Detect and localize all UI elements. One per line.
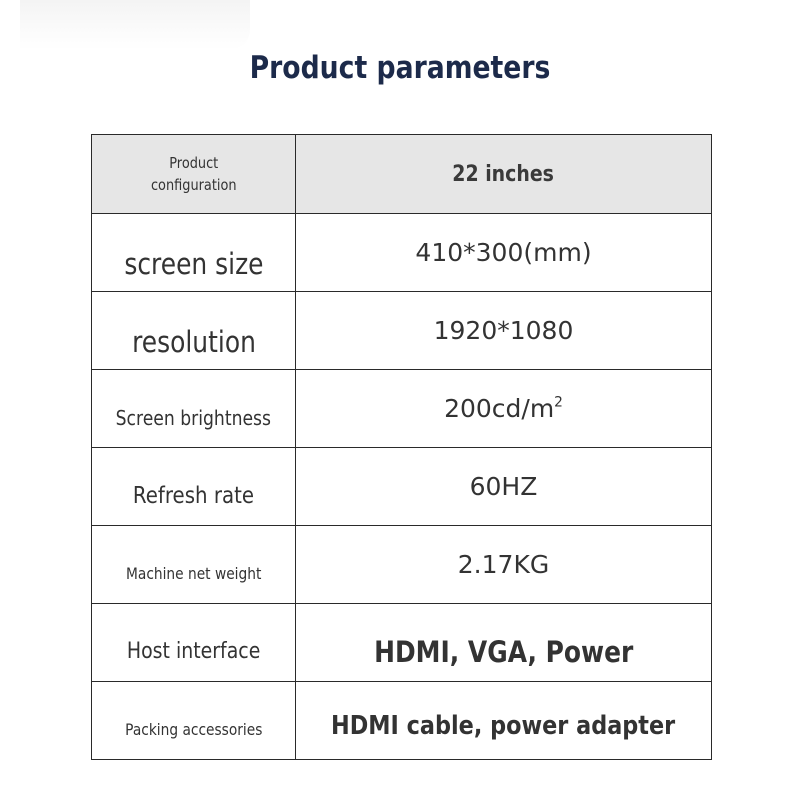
row-value-screen-brightness xyxy=(444,394,563,423)
row-value-machine-net-weight: 2.17KG xyxy=(457,550,550,579)
row-value-screen-size: 410*300(mm) xyxy=(415,238,592,267)
table-row xyxy=(92,682,712,760)
row-label-cell xyxy=(92,682,296,760)
row-label-resolution: resolution xyxy=(131,324,256,359)
faded-background-banner xyxy=(20,0,250,50)
header-label-line2: configuration xyxy=(150,176,237,194)
brightness-value-text: 200cd/m xyxy=(444,394,555,423)
row-value-cell xyxy=(296,214,712,292)
row-value-cell xyxy=(296,448,712,526)
table-row xyxy=(92,604,712,682)
row-label-cell xyxy=(92,370,296,448)
table-row xyxy=(92,526,712,604)
row-value-resolution: 1920*1080 xyxy=(433,316,574,345)
row-value-refresh-rate: 60HZ xyxy=(469,472,538,501)
row-value-cell xyxy=(296,370,712,448)
header-label-line1: Product xyxy=(169,154,218,172)
table-row xyxy=(92,292,712,370)
row-value-packing-accessories: HDMI cable, power adapter xyxy=(331,710,676,741)
page-title: Product parameters xyxy=(249,50,551,86)
table-header-row xyxy=(92,135,712,214)
row-label-screen-size: screen size xyxy=(123,246,264,281)
product-parameters-table xyxy=(91,134,712,760)
row-label-packing-accessories: Packing accessories xyxy=(124,720,263,739)
row-label-refresh-rate: Refresh rate xyxy=(132,482,255,509)
table-row xyxy=(92,448,712,526)
row-value-cell xyxy=(296,292,712,370)
brightness-unit-superscript: 2 xyxy=(554,394,563,411)
row-label-cell xyxy=(92,526,296,604)
header-label xyxy=(151,152,237,196)
row-label-cell xyxy=(92,448,296,526)
row-value-host-interface: HDMI, VGA, Power xyxy=(373,634,634,669)
row-label-cell xyxy=(92,214,296,292)
row-label-screen-brightness: Screen brightness xyxy=(115,405,272,430)
table-row xyxy=(92,370,712,448)
header-value-cell xyxy=(296,135,712,214)
row-value-cell xyxy=(296,526,712,604)
header-value: 22 inches xyxy=(452,161,555,187)
header-label-cell xyxy=(92,135,296,214)
table-row xyxy=(92,214,712,292)
row-value-cell xyxy=(296,682,712,760)
row-label-cell xyxy=(92,604,296,682)
row-label-cell xyxy=(92,292,296,370)
row-value-cell xyxy=(296,604,712,682)
row-label-machine-net-weight: Machine net weight xyxy=(125,564,262,583)
row-label-host-interface: Host interface xyxy=(126,639,261,664)
